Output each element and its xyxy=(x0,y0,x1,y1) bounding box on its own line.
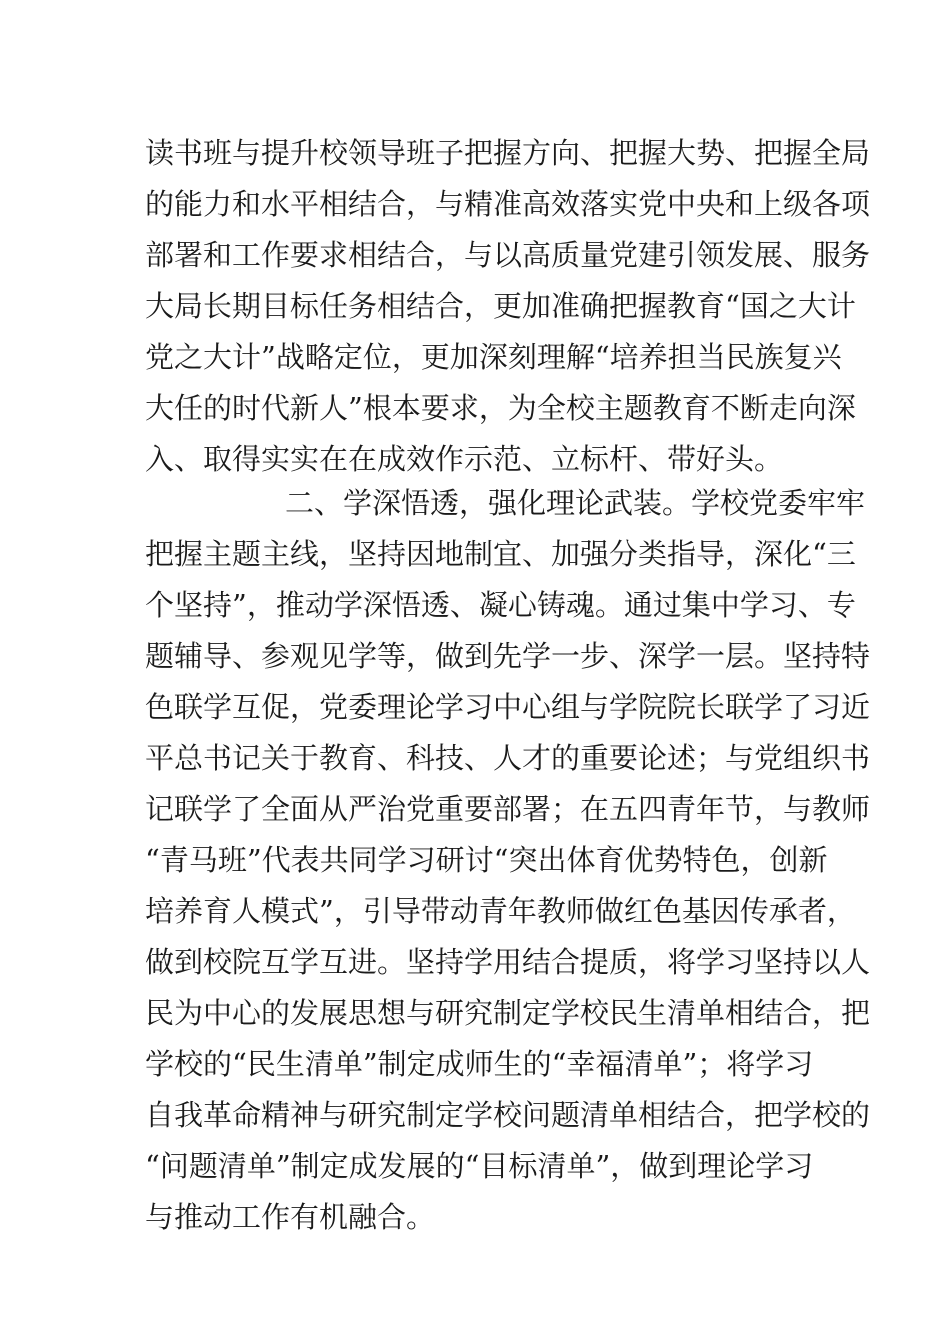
text-line: 大任的时代新人”根本要求，为全校主题教育不断走向深 xyxy=(145,391,856,425)
text-line: 把握主题主线，坚持因地制宜、加强分类指导，深化“三 xyxy=(145,537,856,571)
text-line: 入、取得实实在在成效作示范、立标杆、带好头。 xyxy=(145,442,784,476)
text-line: “青马班”代表共同学习研讨“突出体育优势特色，创新 xyxy=(145,843,828,877)
text-line: 二、学深悟透，强化理论武装。学校党委牢牢 xyxy=(285,486,866,520)
text-line: 记联学了全面从严治党重要部署；在五四青年节，与教师 xyxy=(145,792,871,826)
text-line: 平总书记关于教育、科技、人才的重要论述；与党组织书 xyxy=(145,741,871,775)
text-line: 民为中心的发展思想与研究制定学校民生清单相结合，把 xyxy=(145,996,871,1030)
text-line: 的能力和水平相结合，与精准高效落实党中央和上级各项 xyxy=(145,187,871,221)
text-line: “问题清单”制定成发展的“目标清单”，做到理论学习 xyxy=(145,1149,814,1183)
text-line: 读书班与提升校领导班子把握方向、把握大势、把握全局 xyxy=(145,136,871,170)
text-line: 与推动工作有机融合。 xyxy=(145,1200,436,1234)
text-line: 色联学互促，党委理论学习中心组与学院院长联学了习近 xyxy=(145,690,871,724)
text-line: 自我革命精神与研究制定学校问题清单相结合，把学校的 xyxy=(145,1098,871,1132)
text-line: 学校的“民生清单”制定成师生的“幸福清单”；将学习 xyxy=(145,1047,814,1081)
text-line: 党之大计”战略定位，更加深刻理解“培养担当民族复兴 xyxy=(145,340,842,374)
text-line: 部署和工作要求相结合，与以高质量党建引领发展、服务 xyxy=(145,238,871,272)
text-line: 大局长期目标任务相结合，更加准确把握教育“国之大计 xyxy=(145,289,856,323)
text-line: 培养育人模式”，引导带动青年教师做红色基因传承者， xyxy=(145,894,856,928)
text-line: 个坚持”，推动学深悟透、凝心铸魂。通过集中学习、专 xyxy=(145,588,856,622)
text-line: 做到校院互学互进。坚持学用结合提质，将学习坚持以人 xyxy=(145,945,871,979)
text-line: 题辅导、参观见学等，做到先学一步、深学一层。坚持特 xyxy=(145,639,871,673)
